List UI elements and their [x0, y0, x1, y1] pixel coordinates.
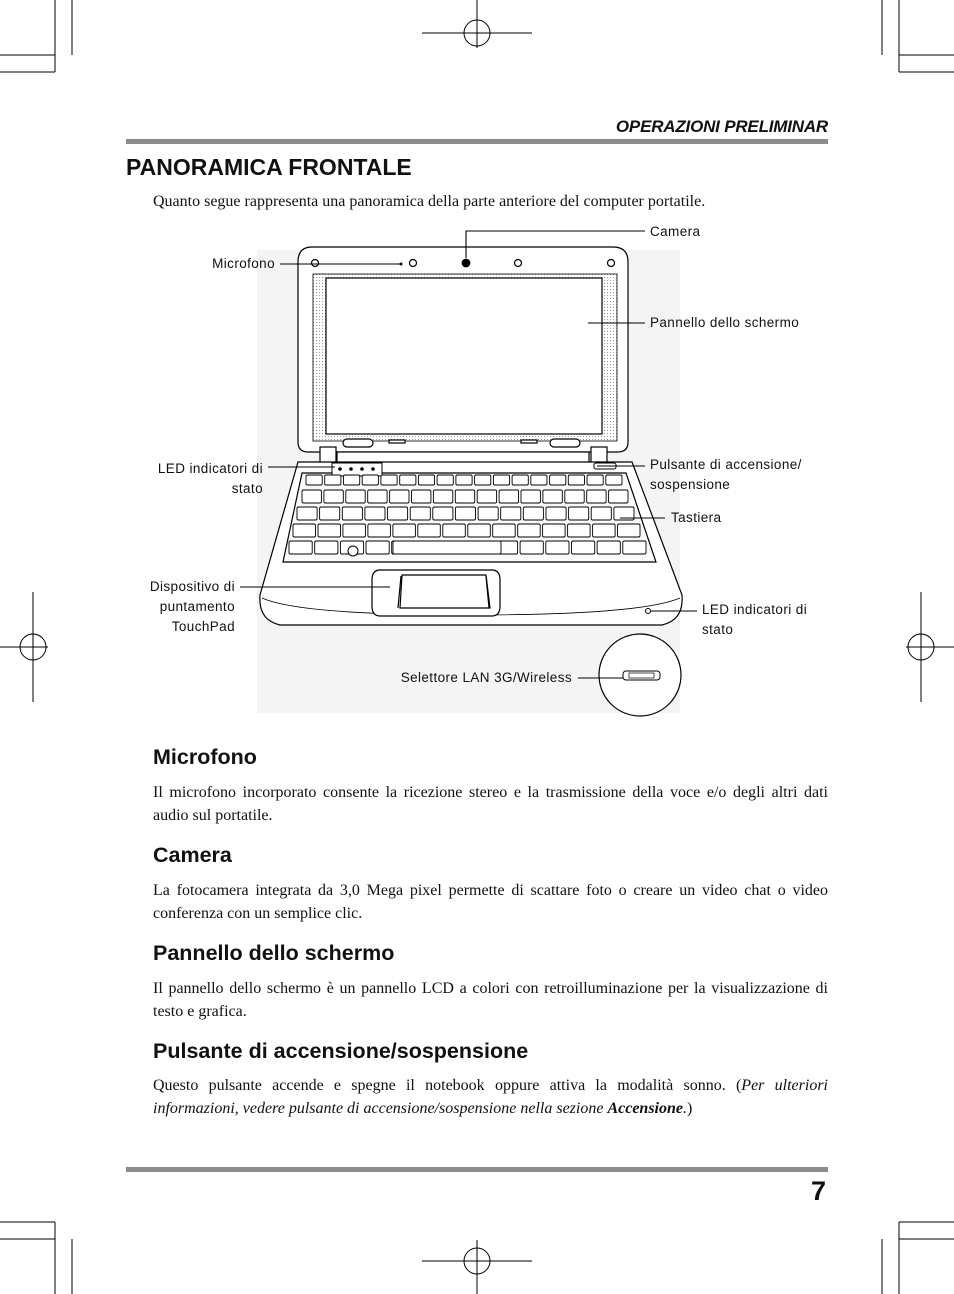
keyboard-key [597, 541, 620, 554]
keyboard-key [493, 524, 516, 537]
keyboard-key [475, 475, 491, 485]
keyboard-key [591, 507, 611, 520]
label-led-bottom-line2: stato [702, 622, 734, 637]
keyboard-key [455, 507, 475, 520]
label-touchpad-line3: TouchPad [171, 619, 235, 634]
section-title-microfono: Microfono [153, 745, 257, 769]
keyboard-key [523, 507, 543, 520]
body-text-end: ) [686, 1100, 693, 1117]
keyboard-key [344, 475, 360, 485]
label-led-top-line2: stato [231, 481, 263, 496]
keyboard-key [609, 490, 628, 503]
keyboard-key [306, 475, 322, 485]
section-title-camera: Camera [153, 843, 232, 867]
keyboard-key [546, 507, 566, 520]
label-camera: Camera [650, 224, 701, 239]
label-lan: Selettore LAN 3G/Wireless [400, 670, 572, 685]
running-header: OPERAZIONI PRELIMINAR [615, 117, 828, 136]
keyboard-key [456, 475, 472, 485]
keyboard-key [346, 490, 365, 503]
section-title-pulsante: Pulsante di accensione/sospensione [153, 1039, 529, 1063]
keyboard-key [362, 475, 378, 485]
label-power-line2: sospensione [650, 477, 731, 492]
keyboard-key [293, 524, 316, 537]
section-title-pannello: Pannello dello schermo [153, 941, 395, 965]
keyboard-key [365, 507, 385, 520]
keyboard-key [381, 475, 397, 485]
keyboard-key [543, 490, 562, 503]
keyboard-key [320, 507, 340, 520]
body-text: Questo pulsante accende e spegne il notebook oppure attiva la modalità sonno. ( [153, 1077, 742, 1094]
label-touchpad-line2: puntamento [159, 599, 235, 614]
keyboard-key [342, 507, 362, 520]
page-title: PANORAMICA FRONTALE [126, 154, 412, 180]
label-power [650, 455, 802, 495]
body-italic-end: . [682, 1100, 687, 1117]
keyboard-key [302, 490, 321, 503]
keyboard-key [324, 490, 343, 503]
keyboard-key [568, 524, 591, 537]
keyboard-key [418, 475, 434, 485]
keyboard-key [366, 541, 389, 554]
label-power-line1: Pulsante di accensione/ [650, 457, 802, 472]
label-led-top-line1: LED indicatori di [157, 461, 263, 476]
body-bold-link: Accensione [607, 1100, 683, 1117]
keyboard-key [343, 524, 366, 537]
label-tastiera: Tastiera [671, 510, 722, 525]
keyboard-key [623, 541, 646, 554]
keyboard-key [410, 507, 430, 520]
keyboard-key [297, 507, 317, 520]
keyboard-key [318, 524, 341, 537]
keyboard-key [325, 475, 341, 485]
keyboard-key [418, 524, 441, 537]
section-body-pulsante [153, 1074, 828, 1120]
label-led-bottom-line1: LED indicatori di [702, 602, 808, 617]
label-led-bottom [702, 600, 807, 640]
label-led-top [158, 459, 263, 499]
footer-rule [126, 1167, 828, 1172]
keyboard-key [587, 490, 606, 503]
keyboard-key [478, 507, 498, 520]
keyboard-key [520, 541, 543, 554]
label-pannello: Pannello dello schermo [650, 315, 800, 330]
label-touchpad-line1: Dispositivo di [149, 579, 235, 594]
keyboard-key [512, 475, 528, 485]
keyboard-key [433, 507, 453, 520]
keyboard-key [499, 490, 518, 503]
keyboard-key [521, 490, 540, 503]
keyboard-key [443, 524, 466, 537]
keyboard-key [400, 475, 416, 485]
body-italic: Per ulteriori informazioni, vedere pulsante di accensione/sospensione nella sezione [153, 1077, 828, 1117]
keyboard-key [531, 475, 547, 485]
keyboard-key [501, 507, 521, 520]
keyboard-key [565, 490, 584, 503]
keyboard-key [388, 507, 408, 520]
label-touchpad [150, 577, 235, 637]
keyboard-key [368, 490, 387, 503]
keyboard-key [477, 490, 496, 503]
keyboard-key [543, 524, 566, 537]
section-body-pannello: Il pannello dello schermo è un pannello LCD a colori con retroilluminazione per la visualizzazione di testo e grafica. [153, 980, 828, 1020]
keyboard-key [468, 524, 491, 537]
keyboard-key [433, 490, 452, 503]
keyboard-key [587, 475, 603, 485]
keyboard-key [618, 524, 641, 537]
keyboard-key [393, 524, 416, 537]
section-body-camera: La fotocamera integrata da 3,0 Mega pixel permette di scattare foto o creare un video chat o video conferenza con un semplice clic. [153, 882, 828, 922]
keyboard-key [412, 490, 431, 503]
intro-text: Quanto segue rappresenta una panoramica della parte anteriore del computer portatile. [153, 193, 706, 210]
keyboard-key [368, 524, 391, 537]
label-microfono: Microfono [212, 256, 275, 271]
section-body-microfono: Il microfono incorporato consente la ricezione stereo e la trasmissione della voce e/o degli altri dati audio sul portatile. [153, 784, 828, 824]
fn-logo-key [348, 546, 358, 556]
keyboard-key [546, 541, 569, 554]
keyboard-key [550, 475, 566, 485]
keyboard-key [493, 475, 509, 485]
keyboard-key [568, 475, 584, 485]
keyboard-key [593, 524, 616, 537]
keyboard-key [518, 524, 541, 537]
keyboard-key [289, 541, 312, 554]
keyboard-key [455, 490, 474, 503]
keyboard-key [572, 541, 595, 554]
space-bar [393, 541, 501, 554]
keyboard-key [390, 490, 409, 503]
page-number: 7 [810, 1176, 826, 1206]
keyboard-key [437, 475, 453, 485]
keyboard-key [606, 475, 622, 485]
keyboard-key [569, 507, 589, 520]
keyboard-key [315, 541, 338, 554]
